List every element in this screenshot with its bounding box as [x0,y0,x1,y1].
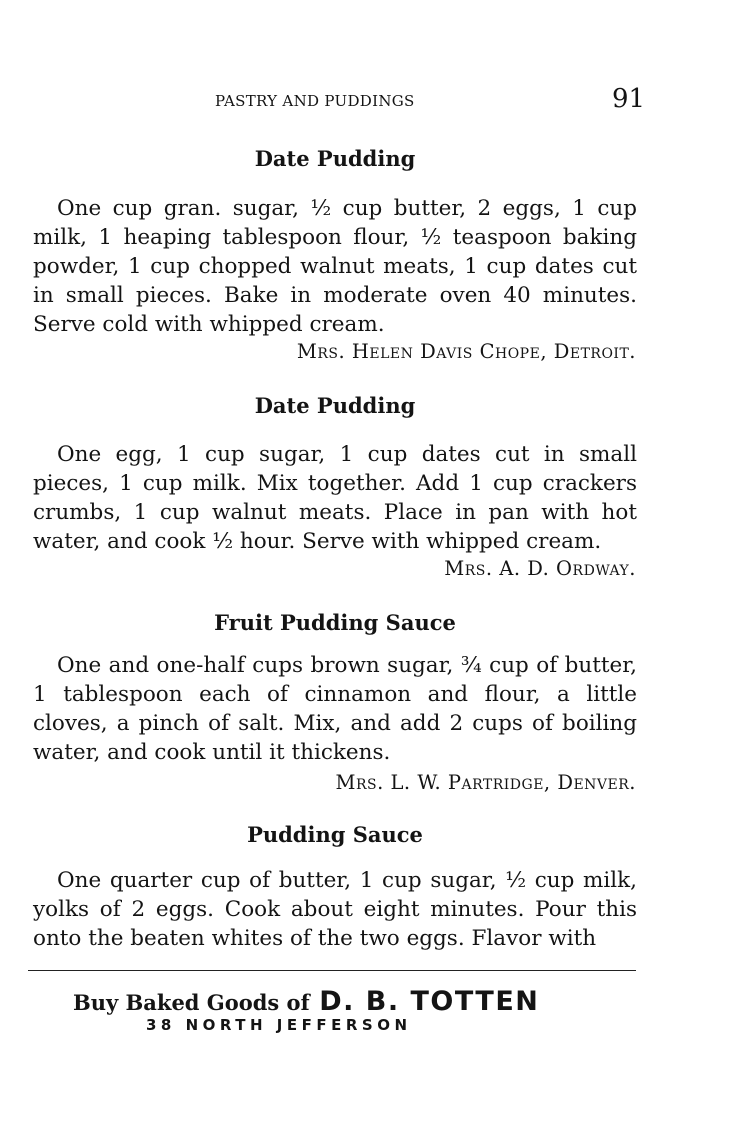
ad-address: 38 NORTH JEFFERSON [146,1016,412,1034]
recipe-body: One cup gran. sugar, ½ cup butter, 2 eggs, 1 cup milk, 1 heaping tablespoon flour, ½ teaspoon baking powder, 1 cup chopped walnut meats, 1 cup dates cut in small pieces. Bake in moderate oven 40 minutes. Serve cold with whipped cream. [33,196,637,337]
recipe-signature: Mrs. L. W. Partridge, Denver. [335,771,636,794]
recipe-title: Fruit Pudding Sauce [214,610,456,635]
page-number: 91 [612,84,646,114]
divider-rule [28,970,636,971]
recipe-body: One quarter cup of butter, 1 cup sugar, ½ cup milk, yolks of 2 eggs. Cook about eight minutes. Pour this onto the beaten whites of the two eggs. Flavor with [33,868,637,951]
ad-business-name: D. B. TOTTEN [319,986,540,1017]
recipe-signature: Mrs. Helen Davis Chope, Detroit. [296,340,636,363]
running-header: PASTRY AND PUDDINGS [215,92,415,110]
recipe-title: Date Pudding [254,146,416,171]
recipe-signature: Mrs. A. D. Ordway. [444,557,636,580]
recipe-title: Date Pudding [254,393,416,418]
recipe-title: Pudding Sauce [247,822,423,847]
advertisement [73,986,539,1017]
ad-prefix: Buy Baked Goods of [73,990,310,1015]
recipe-body: One egg, 1 cup sugar, 1 cup dates cut in small pieces, 1 cup milk. Mix together. Add 1 cup crackers crumbs, 1 cup walnut meats. Place in pan with hot water, and cook ½ hour. Serve with whipped cream. [33,442,637,554]
recipe-body: One and one-half cups brown sugar, ¾ cup of butter, 1 tablespoon each of cinnamon and flour, a little cloves, a pinch of salt. Mix, and add 2 cups of boiling water, and cook until it thickens. [33,653,637,765]
